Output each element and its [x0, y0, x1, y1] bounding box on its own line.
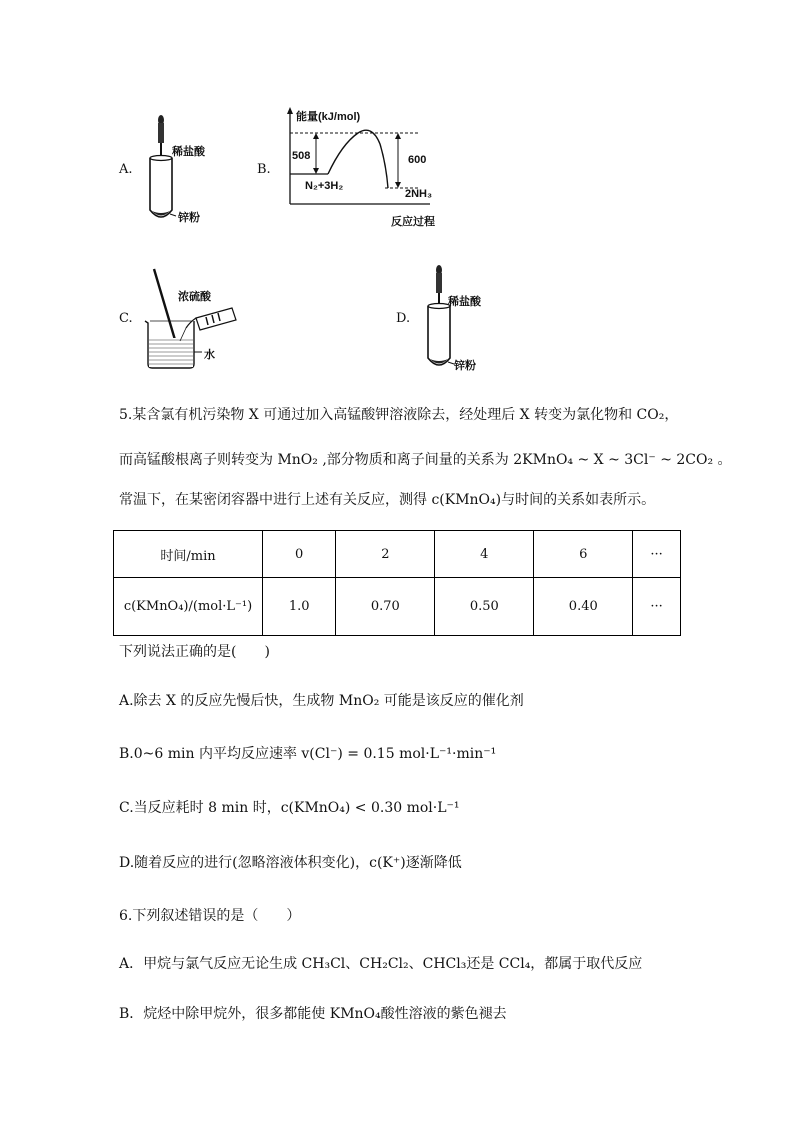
- q5-option-d: D.随着反应的进行(忽略溶液体积变化)，c(K⁺)逐渐降低: [119, 855, 462, 871]
- reactant-label: N₂+3H₂: [305, 180, 344, 192]
- table-cell: 2: [336, 531, 435, 578]
- fig-a-acid-label: 稀盐酸: [172, 146, 205, 158]
- table-cell: 6: [534, 531, 633, 578]
- q5-line2: 而高锰酸根离子则转变为 MnO₂ ,部分物质和离子间量的关系为 2KMnO₄ ~ X ~ 3Cl⁻ ~ 2CO₂ 。: [119, 452, 732, 468]
- fig-c-acid-label: 浓硫酸: [178, 291, 211, 303]
- table-cell: c(KMnO₄)/(mol·L⁻¹): [114, 578, 263, 636]
- table-row: [114, 531, 681, 578]
- q5-option-a: A.除去 X 的反应先慢后快，生成物 MnO₂ 可能是该反应的催化剂: [119, 693, 524, 709]
- energy-508-label: 508: [292, 150, 311, 162]
- product-label: 2NH₃: [405, 188, 433, 200]
- q5-line3: 常温下，在某密闭容器中进行上述有关反应，测得 c(KMnO₄)与时间的关系如表所示。: [119, 492, 656, 508]
- q6-option-a: A．甲烷与氯气反应无论生成 CH₃Cl、CH₂Cl₂、CHCl₃还是 CCl₄，都属于取代反应: [119, 956, 643, 972]
- option-c-label: C.: [119, 311, 133, 326]
- q5-prompt: 下列说法正确的是( ): [119, 644, 270, 660]
- option-a-label: A.: [119, 162, 133, 177]
- q5-option-b: B.0~6 min 内平均反应速率 v(Cl⁻) = 0.15 mol·L⁻¹·min⁻¹: [119, 746, 497, 762]
- q5-option-c: C.当反应耗时 8 min 时，c(KMnO₄) < 0.30 mol·L⁻¹: [119, 800, 460, 816]
- table-cell: 0.40: [534, 578, 633, 636]
- table-cell: 0.50: [435, 578, 534, 636]
- table-cell: ···: [633, 531, 681, 578]
- fig-a-zinc-label: 锌粉: [178, 212, 200, 224]
- table-cell: 时间/min: [114, 531, 263, 578]
- table-row: [114, 578, 681, 636]
- q6-stem: 6.下列叙述错误的是（ ）: [119, 908, 301, 924]
- table-cell: 4: [435, 531, 534, 578]
- energy-600-label: 600: [408, 154, 427, 166]
- fig-d-zinc-label: 锌粉: [454, 360, 476, 372]
- kmno4-time-table: [113, 530, 681, 636]
- fig-d-acid-label: 稀盐酸: [448, 296, 481, 308]
- reaction-process-label: 反应过程: [391, 216, 435, 228]
- table-cell: 1.0: [263, 578, 336, 636]
- q5-line1: 5.某含氯有机污染物 X 可通过加入高锰酸钾溶液除去，经处理后 X 转变为氯化物和 CO₂，: [119, 407, 679, 423]
- energy-axis-label: 能量(kJ/mol): [296, 111, 361, 123]
- table-cell: ···: [633, 578, 681, 636]
- table-cell: 0.70: [336, 578, 435, 636]
- q6-option-b: B．烷烃中除甲烷外，很多都能使 KMnO₄酸性溶液的紫色褪去: [119, 1006, 507, 1022]
- figure-c-beaker: [140, 266, 240, 376]
- fig-c-water-label: 水: [204, 349, 215, 361]
- table-cell: 0: [263, 531, 336, 578]
- option-d-label: D.: [396, 311, 411, 326]
- option-b-label: B.: [257, 162, 271, 177]
